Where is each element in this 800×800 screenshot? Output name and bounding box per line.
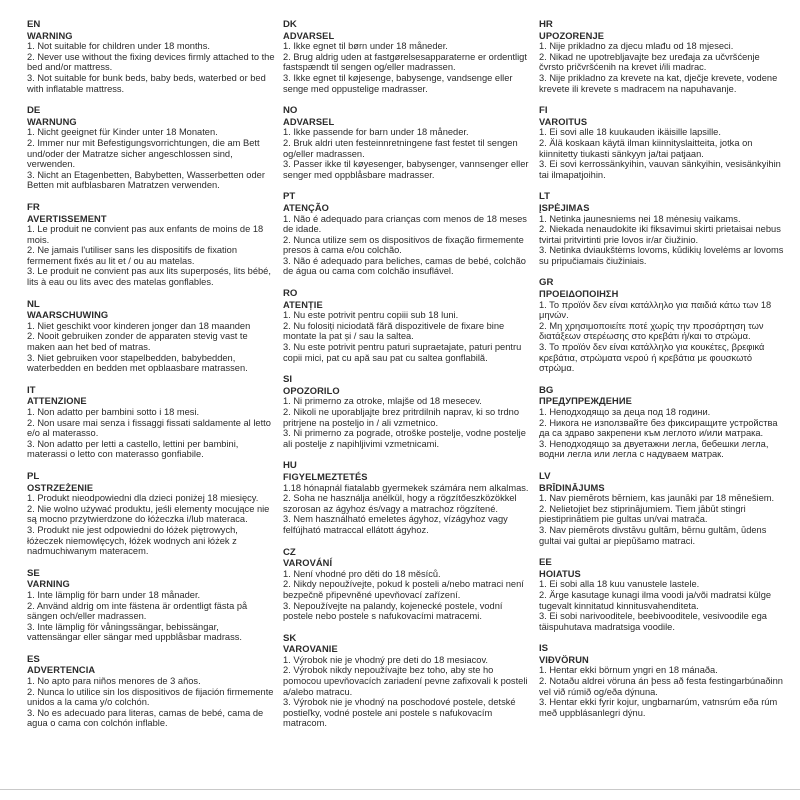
warning-line: 2. Soha ne használja anélkül, hogy a rögzítőeszközökkel szorosan az ágyhoz és/vagy a matrachoz rögzítené. [283,493,517,514]
warning-line: 1. Ei sovi alle 18 kuukauden ikäisille lapsille. [539,127,721,138]
warning-lines [283,569,531,622]
warning-line: 2. Älä koskaan käytä ilman kiinnityslaitteita, jotka on kiinnitetty tiukasti sänkyyn ja/tai patjaan. [539,137,753,159]
warning-lines [27,676,275,729]
warning-line: 3. Ni primerno za pograde, otroške postelje, vodne postelje ali postelje z napihljivimi vzmetnicami. [283,428,526,449]
warning-line: 3. Le produit ne convient pas aux lits superposés, lits bébé, lits à eau ou lits avec des matelas gonflables. [27,266,271,288]
warning-line: 3. Netinka dviaukštėms lovoms, kūdikių lovelėms ar lovoms su pripučiamais čiužiniais. [539,245,784,266]
warning-line: 3. Hentar ekki fyrir kojur, ungbarnarúm, vatnsrúm eða rúm með uppblásanlegri dýnu. [539,697,778,718]
column-3 [539,20,787,741]
warning-line: 3. Ei sobi narivooditele, beebivooditele, vesivoodile ega täispuhutava madratsiga voodile. [539,611,767,632]
bottom-divider [0,789,800,790]
warning-lines [27,590,275,643]
language-section [283,20,531,94]
language-code: HU [283,460,297,472]
language-code: NO [283,105,298,117]
warning-lines [27,321,275,374]
language-section [283,548,531,622]
warning-line: 1. Nije prikladno za djecu mlađu od 18 mjeseci. [539,41,734,52]
column-1 [27,20,275,741]
warning-heading: ПРЕДУПРЕЖДЕНИЕ [539,396,632,407]
language-section [27,106,275,191]
warning-line: 1. Inte lämplig för barn under 18 månader. [27,589,201,600]
language-code: DE [27,105,41,117]
warning-line: 2. Никога не използвайте без фиксиращите устройства да са здраво закрепени към леглото и/или матрака. [539,417,778,439]
warning-heading: ATTENZIONE [27,396,87,407]
language-section [27,569,275,643]
language-section [539,558,787,632]
warning-lines [539,214,787,267]
warning-line: 3. Not suitable for bunk beds, baby beds, waterbed or bed with inflatable mattress. [27,72,266,94]
warning-heading: OSTRZEŻENIE [27,482,94,493]
warning-line: 1. Není vhodné pro děti do 18 měsíců. [283,568,441,579]
warning-line: 2. Bruk aldri uten festeinnretningene fast festet til sengen og/eller madrassen. [283,137,518,159]
warning-line: 3. Non adatto per letti a castello, lettini per bambini, materassi o letto con materasso gonfiabile. [27,438,239,460]
warning-line: 3. Το προϊόν δεν είναι κατάλληλο για κουκέτες, βρεφικά κρεβάτια, στρώματα νερού ή κρεβάτια με φουσκωτό στρώμα. [539,342,765,374]
warning-line: 1. Неподходящо за деца под 18 години. [539,407,711,417]
warning-line: 2. Nie wolno używać produktu, jeśli elementy mocujące nie są mocno przytwierdzone do łóżeczka i/lub materaca. [27,503,270,525]
warning-lines [283,127,531,180]
warning-heading: WAARSCHUWING [27,310,109,321]
warning-line: 3. Nije prikladno za krevete na kat, dječje krevete, vodene krevete ili krevete s madracem na napuhavanje. [539,72,778,94]
warning-line: 3. No es adecuado para literas, camas de bebé, cama de agua o cama con colchón inflable. [27,707,264,729]
warning-line: 1. No apto para niños menores de 3 años. [27,676,201,687]
warning-heading: BRĪDINĀJUMS [539,482,605,493]
warning-lines [27,407,275,460]
warning-line: 3. Výrobok nie je vhodný na poschodové postele, detské postieľky, vodné postele ani postele s nafukovacím matracom. [283,697,516,729]
warning-lines [539,127,787,180]
language-section [539,106,787,180]
language-code: ES [27,653,40,665]
warning-line: 3. Inte lämplig för våningssängar, bebissängar, vattensängar eller sängar med uppblåsbar madrass. [27,621,242,643]
language-section [283,634,531,729]
warning-line: 2. Notaðu aldrei vöruna án þess að festa festingarbúnaðinn vel við rúmið og/eða dýnuna. [539,676,783,697]
warning-lines [27,41,275,94]
warning-lines [283,655,531,729]
warning-heading: AVERTISSEMENT [27,213,107,224]
warning-line: 3. Não é adequado para beliches, camas de bebé, colchão de água ou cama com colchão insuflável. [283,255,526,277]
language-section [539,278,787,373]
warning-lines [539,407,787,460]
language-section [27,655,275,729]
language-section [283,106,531,180]
language-section [283,375,531,449]
warning-line: 1. Le produit ne convient pas aux enfants de moins de 18 mois. [27,224,264,245]
language-section [539,472,787,546]
warning-heading: VAROVANIE [283,644,338,655]
warning-line: 2. Never use without the fixing devices firmly attached to the bed and/or mattress. [27,51,275,73]
language-code: SI [283,374,293,386]
warning-line: 2. Nikoli ne uporabljajte brez pritrdilnih naprav, ki so trdno pritrjene na posteljo in / ali vzmetnico. [283,407,519,428]
warning-line: 3. Nicht an Etagenbetten, Babybetten, Wasserbetten oder Betten mit aufblasbaren Matratzen verwenden. [27,169,265,191]
language-section [539,192,787,266]
warning-heading: ĮSPĖJIMAS [539,202,590,213]
warning-line: 2. Nelietojiet bez stiprinājumiem. Tiem jābūt stingri piestiprinātiem pie gultas un/vai matrača. [539,503,746,525]
language-section [27,203,275,288]
warning-heading: VARNING [27,579,70,590]
warning-line: 2. Nikad ne upotrebljavajte bez uređaja za učvršćenje čvrsto pričvršćenih na krevet i/ili madrac. [539,51,760,73]
warning-line: 1. Nicht geeignet für Kinder unter 18 Monaten. [27,127,218,138]
language-code: SE [27,567,40,579]
warning-line: 1. Nav piemērots bērniem, kas jaunāki par 18 mēnešiem. [539,493,775,504]
warning-lines [539,300,787,374]
warning-heading: VIÐVÖRUN [539,654,589,665]
warning-line: 2. Nikdy nepoužívejte, pokud k posteli a/nebo matraci není bezpečně připevněné upevňovací zařízení. [283,579,524,600]
warning-heading: WARNUNG [27,116,77,127]
language-section [539,386,787,460]
warning-heading: FIGYELMEZTETÉS [283,471,368,482]
warning-heading: OPOZORILO [283,385,340,396]
warning-line: 3. Ei sovi kerrossänkyihin, vauvan sänkyihin, vesisänkyihin tai ilmapatjoihin. [539,159,781,180]
warning-line: 1. Výrobok nie je vhodný pre deti do 18 mesiacov. [283,654,488,665]
language-section [539,644,787,718]
warning-line: 1. Ni primerno za otroke, mlajše od 18 mesecev. [283,396,482,407]
warning-line: 3. Passer ikke til køyesenger, babysenger, vannsenger eller senger med oppblåsbare madrasser. [283,159,529,180]
warning-line: 3. Nem használható emeletes ágyhoz, vízágyhoz vagy felfújható matraccal ellátott ágyhoz. [283,514,508,535]
warning-line: 1. Netinka jaunesniems nei 18 mėnesių vaikams. [539,213,741,224]
warning-line: 1.18 hónapnál fiatalabb gyermekek számára nem alkalmas. [283,482,529,493]
language-code: GR [539,277,554,289]
warning-lines [27,493,275,557]
warning-line: 1. Produkt nieodpowiedni dla dzieci poniżej 18 miesięcy. [27,493,259,504]
language-section [27,300,275,374]
warning-lines [283,483,531,536]
warning-line: 2. Ärge kasutage kunagi ilma voodi ja/või madratsi külge tugevalt kinnitatud kinnitusvahenditeta. [539,589,772,611]
warning-heading: ATENÇÃO [283,202,329,213]
language-code: EE [539,557,552,569]
language-section [539,20,787,94]
language-code: PL [27,470,40,482]
language-code: CZ [283,546,296,558]
warning-line: 2. Använd aldrig om inte fästena är ordentligt fästa på sängen och/eller madrassen. [27,600,248,622]
warning-heading: ADVARSEL [283,116,335,127]
warning-line: 2. Brug aldrig uden at fastgørelsesapparaterne er ordentligt fastspændt til sengen og/eller madrassen. [283,51,527,73]
warning-line: 3. Nav piemērots divstāvu gultām, bērnu gultām, ūdens gultai vai gultai ar piepūšamo matraci. [539,524,767,546]
warning-lines [283,214,531,278]
warning-line: 1. Ei sobi alla 18 kuu vanustele lastele. [539,579,700,590]
language-code: RO [283,288,298,300]
warning-line: 2. Non usare mai senza i fissaggi fissati saldamente al letto e/o al materasso. [27,417,271,439]
warning-line: 2. Immer nur mit Befestigungsvorrichtungen, die am Bett und/oder der Matratze sicher angeschlossen sind, verwenden. [27,137,260,170]
warning-heading: HOIATUS [539,568,581,579]
warning-lines [539,579,787,632]
warning-line: 3. Produkt nie jest odpowiedni do łóżek piętrowych, łóżeczek niemowlęcych, łóżek wodnych ani łóżek z nadmuchiwanym materacem. [27,524,238,557]
warning-line: 1. Not suitable for children under 18 months. [27,41,210,52]
warning-lines [27,224,275,288]
language-section [283,192,531,277]
language-code: EN [27,19,41,30]
language-section [283,289,531,363]
language-section [27,20,275,94]
language-code: LT [539,191,551,203]
warning-lines [283,41,531,94]
warning-line: 2. Nooit gebruiken zonder de apparaten stevig vast te maken aan het bed of matras. [27,331,248,353]
column-2 [283,20,531,741]
warning-heading: VAROITUS [539,116,588,127]
warning-line: 1. Hentar ekki börnum yngri en 18 mánaða. [539,665,718,676]
warning-line: 2. Výrobok nikdy nepoužívajte bez toho, aby ste ho pomocou upevňovacích zariadení pevne zafixovali k posteli a/alebo matracu. [283,665,528,697]
language-code: IT [27,384,36,396]
language-section [283,461,531,535]
language-code: SK [283,632,297,644]
warning-heading: WARNING [27,30,73,41]
warning-line: 1. Το προϊόν δεν είναι κατάλληλο για παιδιά κάτω των 18 μηνών. [539,299,772,321]
language-section [27,386,275,460]
language-code: PT [283,191,296,203]
warning-line: 1. Nu este potrivit pentru copiii sub 18 luni. [283,310,459,321]
warning-line: 2. Nunca utilize sem os dispositivos de fixação firmemente presos à cama e/ou colchão. [283,234,524,256]
warning-heading: VAROVÁNÍ [283,558,333,569]
language-code: DK [283,19,297,30]
warning-line: 3. Ikke egnet til køjesenge, babysenge, vandsenge eller senge med oppustelige madrasser. [283,72,513,94]
warning-line: 3. Неподходящо за двуетажни легла, бебешки легла, водни легла или легла с надуваем матрак. [539,438,769,460]
language-code: BG [539,384,554,396]
warning-lines [283,310,531,363]
warning-heading: ATENȚIE [283,299,323,310]
warning-line: 2. Nunca lo utilice sin los dispositivos de fijación firmemente unidos a la cama y/o colchón. [27,686,274,708]
warning-lines [539,41,787,94]
warning-line: 3. Nepoužívejte na palandy, kojenecké postele, vodní postele nebo postele s nafukovacími matracemi. [283,600,503,622]
warning-lines [539,665,787,718]
warning-line: 1. Ikke egnet til børn under 18 måneder. [283,41,448,52]
language-section [27,472,275,557]
warning-heading: UPOZORENJE [539,30,605,41]
language-code: NL [27,298,40,310]
warning-line: 3. Nu este potrivit pentru paturi supraetajate, paturi pentru copii mici, pat cu apă sau pat cu saltea gonflabilă. [283,342,522,363]
language-code: FR [27,201,40,213]
warning-line: 1. Não é adequado para crianças com menos de 18 meses de idade. [283,213,527,235]
warning-line: 2. Μη χρησιμοποιείτε ποτέ χωρίς την προσάρτηση των διατάξεων στερέωσης στο κρεβάτι ή/και το στρώμα. [539,320,764,342]
language-code: FI [539,105,548,117]
warning-line: 2. Nu folosiți niciodată fără dispozitivele de fixare bine montate la pat și / sau la saltea. [283,320,505,342]
warning-line: 1. Niet geschikt voor kinderen jonger dan 18 maanden [27,320,251,331]
warning-lines [27,127,275,191]
warning-line: 3. Niet gebruiken voor stapelbedden, babybedden, waterbedden en bedden met opblaasbare matrassen. [27,352,248,374]
warning-line: 2. Ne jamais l'utiliser sans les dispositifs de fixation fermement fixés au lit et / ou au matelas. [27,245,238,266]
warning-line: 1. Ikke passende for barn under 18 måneder. [283,127,469,138]
warning-heading: ADVERTENCIA [27,665,96,676]
warning-lines [283,396,531,449]
warning-lines [539,493,787,546]
language-code: IS [539,643,549,655]
warning-line: 2. Niekada nenaudokite iki fiksavimui skirti prietaisai nebus tvirtai pritvirtinti prie lovos ir/ar čiužinio. [539,224,781,245]
warning-heading: ADVARSEL [283,30,335,41]
warning-line: 1. Non adatto per bambini sotto i 18 mesi. [27,407,200,417]
language-code: LV [539,470,551,482]
language-code: HR [539,19,553,30]
warning-heading: ΠΡΟΕΙΔΟΠΟΙΗΣΗ [539,289,619,300]
